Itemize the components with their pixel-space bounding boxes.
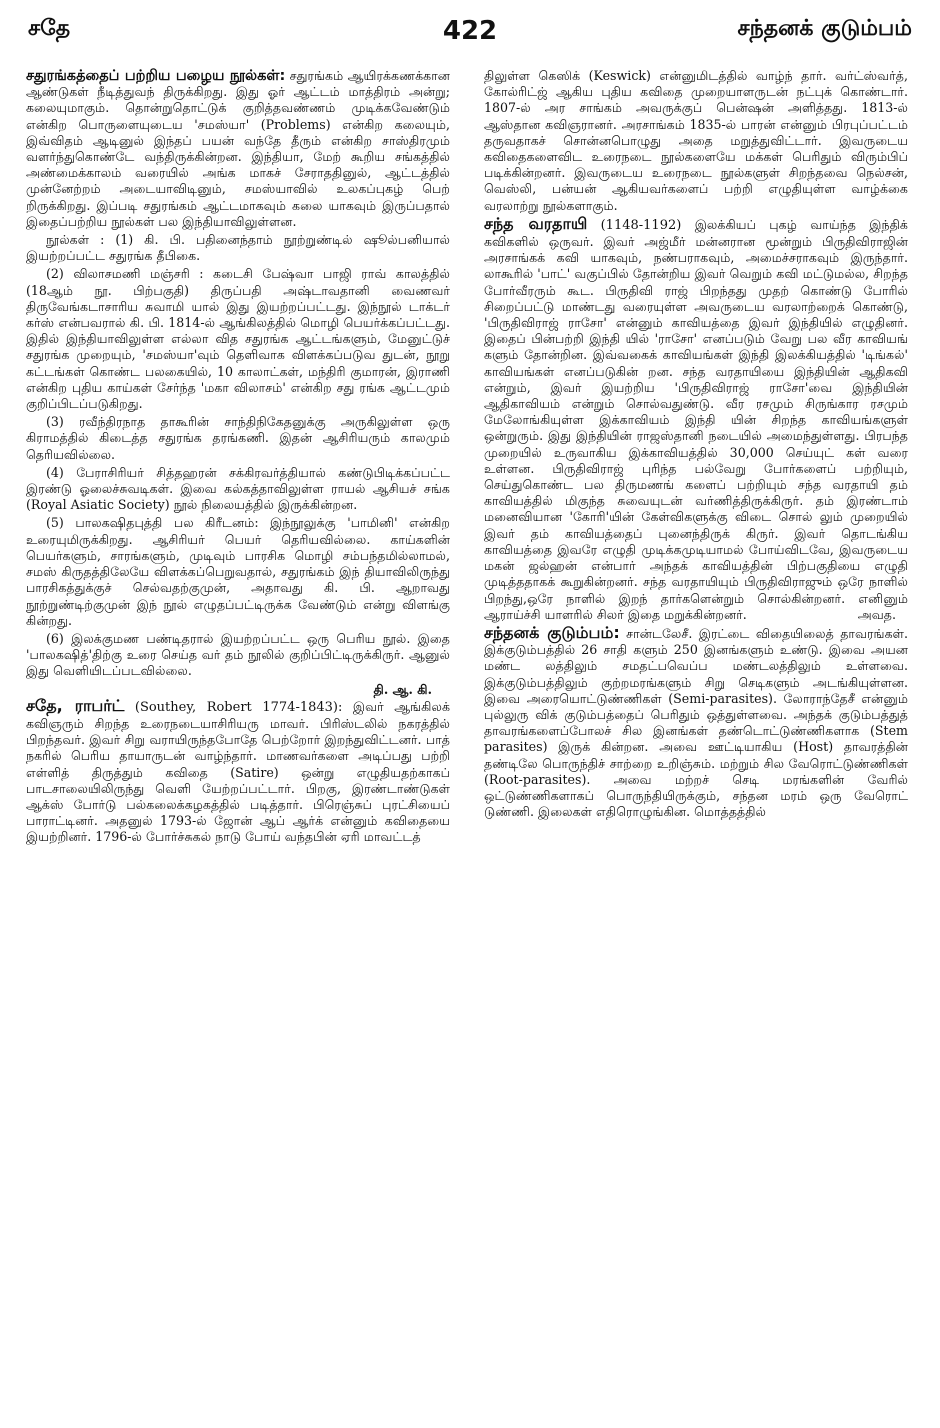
book-item: (5) பாலகஷிதபுத்தி பல கிரீடனம்: இந்நூலுக்கு 'பாமினி' என்கிற உரையுமிருக்கிறது. ஆசிரியர் பெயர் தெரியவில்லை. காய்களின் பெயர்களும், சாரங்களும், முடிவும் பாரசிக மொழி சம்பந்தமில்லாமல், சமஸ் கிருதத்திலேயே விளக்கப்பெறுவதால், சதுரங்கம் இந் தியாவிலிருந்து பாரசிகத்துக்குச் செல்வதற்குமுன், அதாவது கி. பி. ஆறாவது நூற்றுண்டிற்குமுன் இந் நூல் எழுதப்பட்டிருக்க வேண்டும் என்று விளங்கு கின்றது. bbox=[26, 515, 450, 628]
sandalwood-body: சான்டலேசீ. இரட்டை விதையிலைத் தாவரங்கள். இக்குடும்பத்தில் 26 சாதி களும் 250 இனங்களும் உண்டு. இவை அயன மண்ட லத்திலும் சமதட்பவெப்ப மண்டலத்திலும் உள்ளவை. இக்குடும்பத்திலும் குற்றமரங்களும் சிறு செடிகளும் அடங்கியுள்ளன. இவை அரையொட்டுண்ணிகள் (Semi-parasites). லோராந்தேசீ என்னும் புல்லுரு விக் குடும்பத்தைப் பெரிதும் ஒத்துள்ளவை. அந்தக் குடும்பத்துத் தாவரங்களைப்போலச் சில இனங்கள் தண்டொட்டுண்ணிகளாக (Stem parasites) இருக் கின்றன. அவை ஊட்டியாகிய (Host) தாவரத்தின் தண்டிலே பொருந்திச் சாற்றை உறிஞ்சும். மற்றும் சில வேரொட்டுண்ணிகள் (Root-parasites). அவை மற்றச் செடி மரங்களின் வேரில் ஒட்டுண்ணிகளாகப் பொருந்தியிருக்கும், சந்தன மரம் ஒரு வேரொட் டுண்ணி. இலைகள் எதிரொழுங்கின. மொத்தத்தில் bbox=[484, 625, 908, 820]
left-column bbox=[26, 68, 450, 1418]
book-item: (2) விலாசமணி மஞ்சரி : கடைசி பேஷ்வா பாஜி ராவ் காலத்தில் (18ஆம் நூ. பிற்பகுதி) திருப்பதி அஷ்டாவதானி வைணவர் திருவேங்கடாசாரிய சுவாமி யால் இது இயற்றப்பட்டது. இந்நூல் டாக்டர் கர்ஸ் என்பவரால் கி. பி. 1814-ல் ஆங்கிலத்தில் மொழி பெயர்க்கப்பட்டது. இதில் இந்தியாவிலுள்ள எல்லா வித சதுரங்க ஆட்டங்களும், மேனுட்டுச் சதுரங்க முறையும், 'சமஸ்யா'வும் தெளிவாக விளக்கப்படுவ துடன், நூறு கட்டங்கள் கொண்ட பலகையில், 10 காலாட்கள், மந்திரி குமாரன், இராணி என்கிற புதிய காய்கள் சேர்ந்த 'மகா விலாசம்' என்கிற சது ரங்க ஆட்டமும் குறிப்பிடப்படுகிறது. bbox=[26, 266, 450, 412]
southey-meta: (Southey, Robert 1774-1843): bbox=[134, 699, 343, 715]
chess-books-paragraph bbox=[26, 68, 450, 230]
entry-author: அவத. bbox=[857, 606, 896, 622]
running-head-left: சதே bbox=[28, 16, 71, 41]
chand-body: இலக்கியப் புகழ் வாய்ந்த இந்திக் கவிகளில் ஒருவர். இவர் அஜ்மீர் மன்னரான மூன்றும் பிருதிவிராஜின் அரசாங்கக் கவி யாகவும், நண்பராகவும், அமைச்சராகவும் இருந்தார். லாகூரில் 'பாட்' வகுப்பில் தோன்றிய இவர் வெறும் கவி மட்டுமல்ல, சிறந்த போர்வீரரும் கூட. பிருதிவி ராஜ் பிறந்தது முதற் கொண்டு போரில் சிறைப்பட்டு மாண்டது வரையுள்ள அவருடைய வரலாற்றைக் கொண்டு, 'பிருதிவிராஜ் ராசோ' என்னும் காவியத்தை இவர் இந்தியில் எழுதினர். இதைப் பின்பற்றி இந்தி யில் 'ராசோ' எனப்படும் வேறு பல வீர காவியங் களும் தோன்றின. இவ்வகைக் காவியங்கள் இந்தி இலக்கியத்தில் 'டிங்கல்' காவியங்கள் எனப்படுகின் றன. சந்த வரதாயியை இந்தியின் ஆதிகவி என்றும், இவர் இயற்றிய 'பிருதிவிராஜ் ராசோ'வை இந்தியின் ஆதிகாவியம் என்றும் சொல்வதுண்டு. வீர ரசமும் சிருங்கார ரசமும் மேலோங்கியுள்ள இக்காவியம் இந்தி யின் சிறந்த காவியங்களுள் ஒன்றுரும். இது இந்தியின் ராஜஸ்தானி நடையில் அமைந்துள்ளது. பிரபந்த முறையில் உருவாகிய இக்காவியத்தில் 30,000 செய்யுட் கள் வரை உள்ளன. பிருதிவிராஜ் புரிந்த பல்வேறு போர்களைப் பற்றியும், செய்துகொண்ட பல திருமணங் களைப் பற்றியும் சந்த வரதாயி தம் காவியத்தில் மிகுந்த சுவையுடன் வர்ணித்திருக்கிருர். தம் இரண்டாம் மனைவியான 'கோரி'யின் கேள்விகளுக்கு விடை சொல் லும் முறையில் இவர் தம் காவியத்தைப் புனைந்திருக் கிருர். இவர் தொடங்கிய காவியத்தை இவரே எழுதி முடிக்கமுடியாமல் போய்விடவே, இவருடைய மகன் ஜல்ஹன் என்பார் அந்தக் காவியத்தின் பிற்பகுதியை எழுதி முடித்ததாகக் கூறுகின்றனர். சந்த வரதாயியும் பிருதிவிராஜும் ஒரே நாளில் பிறந்து,ஒரே நாளில் இறந் தார்களென்றும் சொல்கின்றனர். எனினும் ஆராய்ச்சி யாளரில் சிலர் இதை மறுக்கின்றனர். bbox=[484, 216, 908, 622]
sandalwood-title: சந்தனக் குடும்பம்: bbox=[484, 622, 620, 642]
page-number: 422 bbox=[442, 16, 498, 46]
southey-body: இவர் ஆங்கிலக் கவிஞரும் சிறந்த உரைநடையாசிரியரு மாவர். பிரிஸ்டலில் நகரத்தில் பிறந்தவர். இவர் சிறு வராயிருந்தபோதே பெற்றோர் இறந்துவிட்டனர். பாத் நகரில் பெரிய தாயாருடன் வாழ்ந்தார். மாணவர்களை அடிப்பது பற்றி எள்ளித் திருத்தும் கவிதை (Satire) ஒன்று எழுதியதற்காகப் பாடசாலையிலிருந்து வெளி யேற்றப்பட்டார். பிறகு, இரண்டாண்டுகள் ஆக்ஸ் போர்டு பல்கலைக்கழகத்தில் படித்தார். பிரெஞ்சுப் புரட்சியைப் பாராட்டினர். அதனுல் 1793-ல் ஜோன் ஆப் ஆர்க் என்னும் கவிதையை இயற்றினர். 1796-ல் போர்ச்சுகல் நாடு போய் வந்தபின் ஏரி மாவட்டத் bbox=[26, 698, 450, 845]
page-header bbox=[28, 16, 912, 60]
southey-title: சதே, ராபர்ட் bbox=[26, 695, 125, 715]
chand-entry bbox=[484, 213, 908, 623]
chess-books-heading: சதுரங்கத்தைப் பற்றிய பழைய நூல்கள்: bbox=[26, 68, 286, 84]
sandalwood-entry bbox=[484, 622, 908, 820]
entry-author: தி. ஆ. கி. bbox=[373, 681, 432, 697]
book-item: நூல்கள் : (1) கி. பி. பதினைந்தாம் நூற்றுண்டில் ஷூல்பனியால் இயற்றப்பட்ட சதுரங்க தீபிகை. bbox=[26, 232, 450, 264]
chand-title: சந்த வரதாயி bbox=[484, 213, 588, 233]
chess-books-intro: சதுரங்கம் ஆயிரக்கணக்கான ஆண்டுகள் நீடித்துவந் திருக்கிறது. இது ஓர் ஆட்டம் மாத்திரம் அன்று; கலையுமாகும். தொன்றுதொட்டுக் குறித்தவண்ணம் முடிக்கவேண்டும் என்கிற பொருளையுடைய 'சமஸ்யா' (Problems) என்கிற கலையும், இவ்விதம் ஆடினுல் இந்தப் பயன் வந்தே தீரும் என்கிற சாஸ்திரமும் வளர்ந்துகொண்டே வந்திருக்கின்றன. இந்தியா, மேற் கூறிய சங்கத்தில் அண்மைக்காலம் வரையில் அங்க மாகச் சேராததினுல், ஆட்டத்தில் முன்னேற்றம் அடையாவிடினும், சமஸ்யாவில் உலகப்புகழ் பெற் றிருக்கிறது. இப்படி சதுரங்கம் ஆட்டமாகவும் கலை யாகவும் இருப்பதால் இதைப்பற்றிய நூல்கள் பல இந்தியாவிலுள்ளன. bbox=[26, 68, 450, 229]
southey-entry bbox=[26, 695, 450, 846]
southey-continuation: திலுள்ள கெஸிக் (Keswick) என்னுமிடத்தில் வாழ்ந் தார். வர்ட்ஸ்வர்த், கோல்ரிட்ஜ் ஆகிய புதிய கவிதை முறையாளருடன் நட்புக் கொண்டார். 1807-ல் அர சாங்கம் அவருக்குப் பென்ஷன் அளித்தது. 1813-ல் ஆஸ்தான கவிஞரானர். அரசாங்கம் 1835-ல் பாரன் என்னும் பிரபுப்பட்டம் தருவதாகச் சொன்னபொழுது அதை மறுத்துவிட்டார். இவருடைய கவிதைகளைவிட உரைநடை நூல்களையே மக்கள் பெரிதும் விரும்பிப் படிக்கின்றனர். இவருடைய உரைநடை நூல்களுள் சிறந்தவை நெல்சன், வெஸ்லி, பன்யன் ஆகியவர்களைப் பற்றி எழுதியுள்ள வாழ்க்கை வரலாற்று நூல்களாகும். bbox=[484, 68, 908, 213]
book-item: (4) பேராசிரியர் சித்தஹரன் சக்கிரவர்த்தியால் கண்டுபிடிக்கப்பட்ட இரண்டு ஓலைச்சுவடிகள். இவை கல்கத்தாவிலுள்ள ராயல் ஆசியச் சங்க (Royal Asiatic Society) நூல் நிலையத்தில் இருக்கின்றன. bbox=[26, 464, 450, 513]
chand-meta: (1148-1192) bbox=[600, 217, 682, 233]
running-head-right: சந்தனக் குடும்பம் bbox=[737, 16, 912, 41]
book-item: (6) இலக்குமண பண்டிதரால் இயற்றப்பட்ட ஒரு பெரிய நூல். இதை 'பாலகஷித்'திற்கு உரை செய்த வர் தம் நூலில் குறிப்பிட்டிருக்கிருர். ஆனுல் இது வெளியிடப்படவில்லை. bbox=[26, 630, 450, 679]
book-item: (3) ரவீந்திரநாத தாகூரின் சாந்திநிகேதனுக்கு அருகிலுள்ள ஒரு கிராமத்தில் கிடைத்த சதுரங்க தரங்கணி. இதன் ஆசிரியரும் காலமும் தெரியவில்லை. bbox=[26, 414, 450, 462]
right-column bbox=[484, 68, 908, 1418]
